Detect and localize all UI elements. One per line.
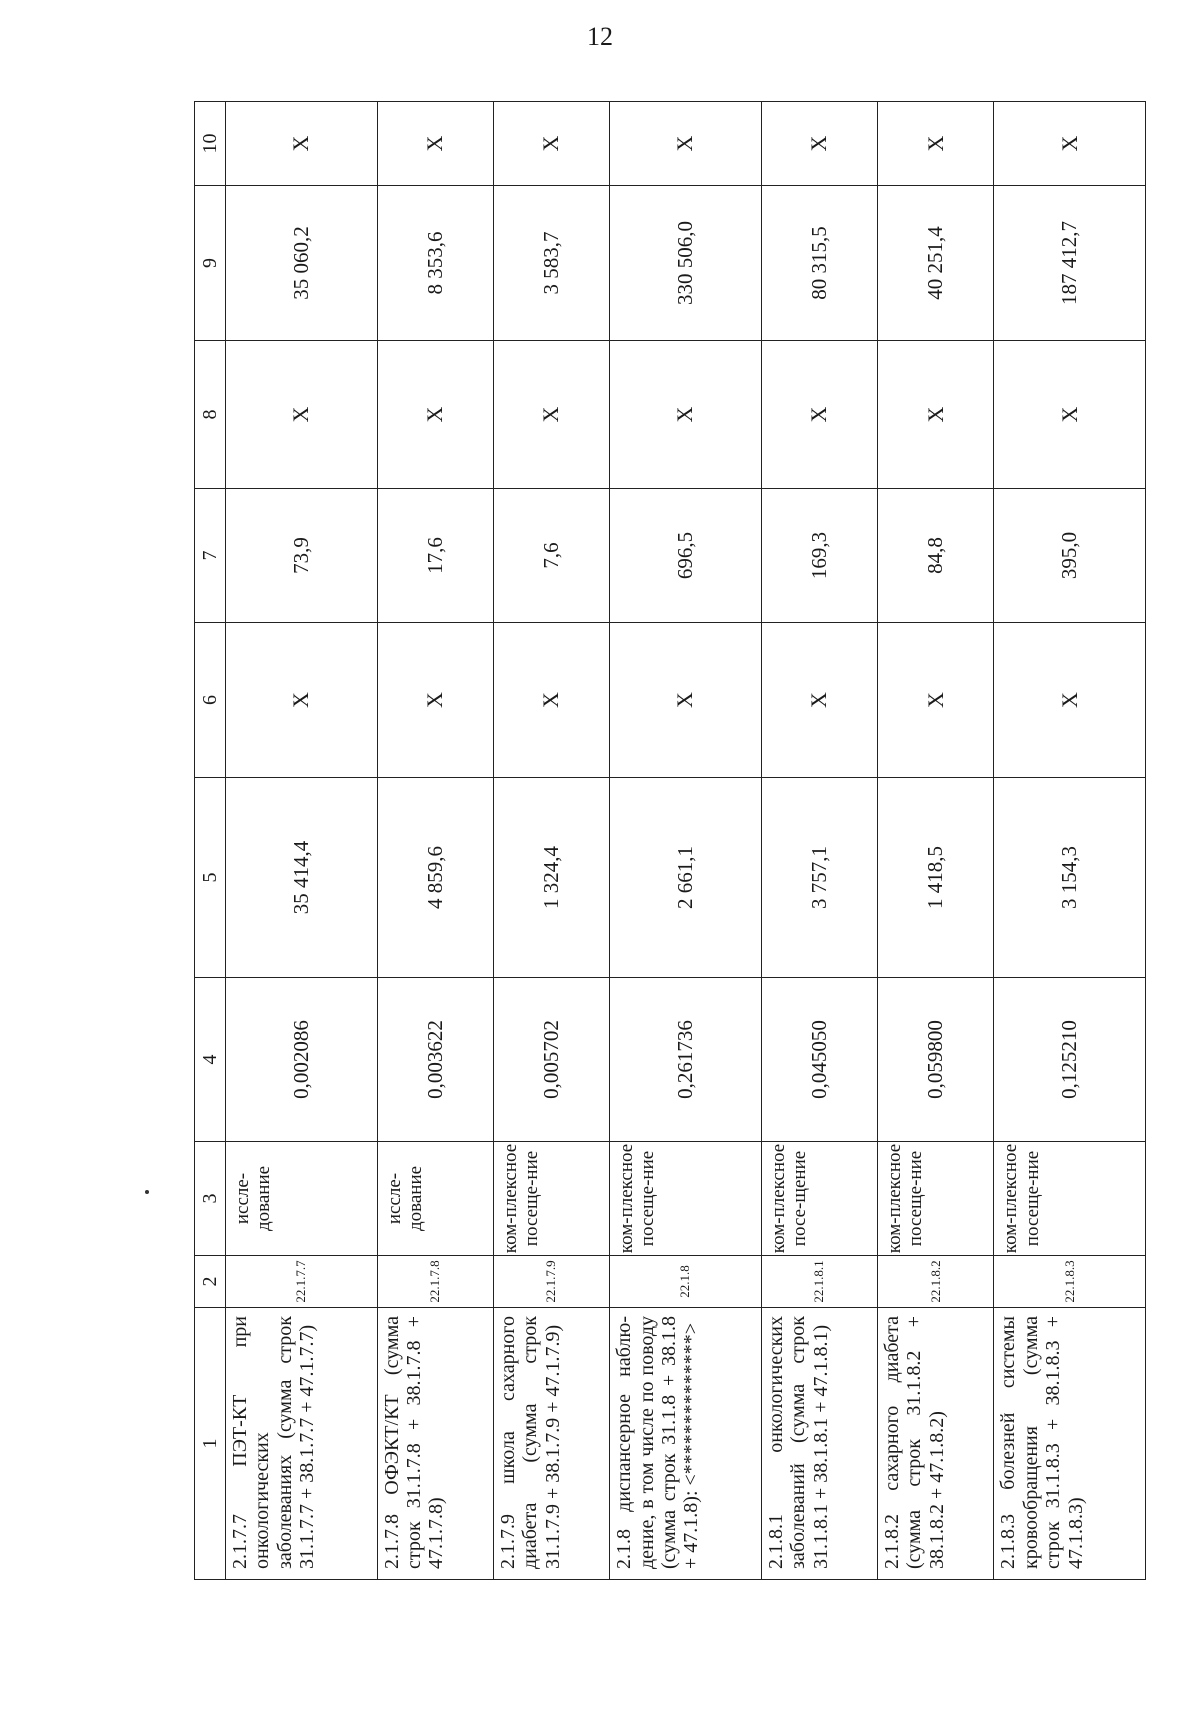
row-code: 22.1.7.8 — [377, 1256, 493, 1308]
table-row — [493, 102, 609, 1580]
row-code: 22.1.7.9 — [493, 1256, 609, 1308]
col-header-6: 6 — [195, 623, 226, 778]
row-value-6: X — [994, 623, 1146, 778]
row-value-10: X — [994, 102, 1146, 186]
col-header-4: 4 — [195, 978, 226, 1142]
row-description: 2.1.7.8 ОФЭКТ/КТ (сумма строк 31.1.7.8 + 38.1.7.8 + 47.1.7.8) — [377, 1308, 493, 1580]
row-value-7: 84,8 — [878, 489, 994, 623]
row-value-9: 40 251,4 — [878, 186, 994, 341]
row-description: 2.1.8.1 онкологических заболеваний (сумма строк 31.1.8.1 + 38.1.8.1 + 47.1.8.1) — [761, 1308, 877, 1580]
col-header-3: 3 — [195, 1142, 226, 1256]
row-value-7: 73,9 — [226, 489, 378, 623]
col-header-10: 10 — [195, 102, 226, 186]
table-row — [761, 102, 877, 1580]
row-value-8: X — [377, 341, 493, 489]
row-unit: ком-плексное посеще-ние — [610, 1142, 762, 1256]
row-value-5: 4 859,6 — [377, 778, 493, 978]
row-description: 2.1.8 диспансерное наблю-дение, в том числе по поводу (сумма строк 31.1.8 + 38.1.8 + 47.1.8): <**************> — [610, 1308, 762, 1580]
row-value-6: X — [377, 623, 493, 778]
row-value-4: 0,002086 — [226, 978, 378, 1142]
row-value-9: 3 583,7 — [493, 186, 609, 341]
col-header-2: 2 — [195, 1256, 226, 1308]
rotated-table-container — [194, 102, 1146, 1580]
row-code: 22.1.8.3 — [994, 1256, 1146, 1308]
row-value-6: X — [226, 623, 378, 778]
row-value-10: X — [610, 102, 762, 186]
row-value-4: 0,045050 — [761, 978, 877, 1142]
row-value-8: X — [610, 341, 762, 489]
row-description: 2.1.7.9 школа сахарного диабета (сумма строк 31.1.7.9 + 38.1.7.9 + 47.1.7.9) — [493, 1308, 609, 1580]
row-value-10: X — [878, 102, 994, 186]
row-value-6: X — [493, 623, 609, 778]
row-value-7: 395,0 — [994, 489, 1146, 623]
row-unit: ком-плексное посе-щение — [761, 1142, 877, 1256]
row-value-5: 3 154,3 — [994, 778, 1146, 978]
row-unit: ком-плексное посеще-ние — [878, 1142, 994, 1256]
row-value-8: X — [878, 341, 994, 489]
col-header-5: 5 — [195, 778, 226, 978]
col-header-7: 7 — [195, 489, 226, 623]
row-unit: иссле-дование — [377, 1142, 493, 1256]
row-value-6: X — [761, 623, 877, 778]
row-value-9: 80 315,5 — [761, 186, 877, 341]
row-value-5: 2 661,1 — [610, 778, 762, 978]
col-header-8: 8 — [195, 341, 226, 489]
row-value-4: 0,005702 — [493, 978, 609, 1142]
row-code: 22.1.8.1 — [761, 1256, 877, 1308]
row-value-8: X — [994, 341, 1146, 489]
page-number: 12 — [587, 22, 613, 51]
row-value-4: 0,003622 — [377, 978, 493, 1142]
row-description: 2.1.8.2 сахарного диабета (сумма строк 31.1.8.2 + 38.1.8.2 + 47.1.8.2) — [878, 1308, 994, 1580]
row-value-10: X — [493, 102, 609, 186]
row-value-10: X — [761, 102, 877, 186]
row-value-10: X — [226, 102, 378, 186]
row-value-6: X — [878, 623, 994, 778]
table-row — [610, 102, 762, 1580]
row-value-5: 1 324,4 — [493, 778, 609, 978]
row-value-4: 0,261736 — [610, 978, 762, 1142]
row-value-4: 0,125210 — [994, 978, 1146, 1142]
row-value-7: 17,6 — [377, 489, 493, 623]
row-description: 2.1.7.7 ПЭТ-КТ при онкологических заболеваниях (сумма строк 31.1.7.7 + 38.1.7.7 + 47.1.7.7) — [226, 1308, 378, 1580]
row-value-7: 169,3 — [761, 489, 877, 623]
row-code: 22.1.7.7 — [226, 1256, 378, 1308]
row-value-5: 1 418,5 — [878, 778, 994, 978]
scan-dot — [145, 1190, 149, 1194]
row-value-9: 35 060,2 — [226, 186, 378, 341]
header-row — [195, 102, 226, 1580]
data-table — [194, 101, 1146, 1580]
row-value-4: 0,059800 — [878, 978, 994, 1142]
row-value-7: 7,6 — [493, 489, 609, 623]
row-value-8: X — [493, 341, 609, 489]
row-code: 22.1.8 — [610, 1256, 762, 1308]
table-row — [226, 102, 378, 1580]
row-value-9: 330 506,0 — [610, 186, 762, 341]
row-value-9: 187 412,7 — [994, 186, 1146, 341]
row-code: 22.1.8.2 — [878, 1256, 994, 1308]
row-unit: ком-плексное посеще-ние — [493, 1142, 609, 1256]
row-unit: иссле-дование — [226, 1142, 378, 1256]
row-description: 2.1.8.3 болезней системы кровообращения (сумма строк 31.1.8.3 + 38.1.8.3 + 47.1.8.3) — [994, 1308, 1146, 1580]
col-header-1: 1 — [195, 1308, 226, 1580]
table-row — [377, 102, 493, 1580]
table-row — [878, 102, 994, 1580]
row-value-7: 696,5 — [610, 489, 762, 623]
row-value-8: X — [761, 341, 877, 489]
row-value-8: X — [226, 341, 378, 489]
row-value-6: X — [610, 623, 762, 778]
table-row — [994, 102, 1146, 1580]
row-value-10: X — [377, 102, 493, 186]
row-value-9: 8 353,6 — [377, 186, 493, 341]
col-header-9: 9 — [195, 186, 226, 341]
row-value-5: 35 414,4 — [226, 778, 378, 978]
row-value-5: 3 757,1 — [761, 778, 877, 978]
row-unit: ком-плексное посеще-ние — [994, 1142, 1146, 1256]
